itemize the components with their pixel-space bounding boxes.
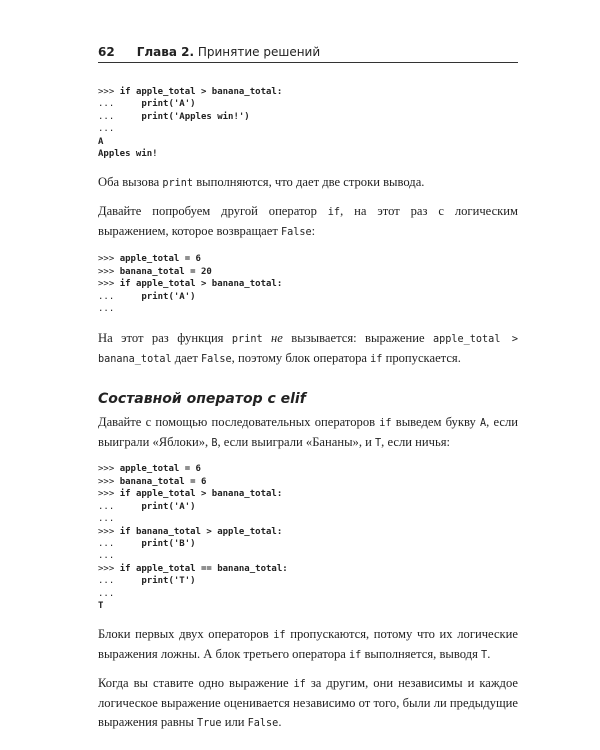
text: На этот раз функция: [98, 331, 232, 346]
code-line: [98, 136, 518, 148]
text: выполняется, выводя: [361, 647, 482, 662]
text: , если выиграли «Яблоки»,: [98, 415, 518, 450]
text: .: [278, 715, 282, 730]
text: Давайте с помощью последовательных операторов: [98, 415, 380, 430]
inline-code: False: [280, 227, 312, 239]
code-text: if apple_total == banana_total:: [119, 563, 288, 574]
page-number: 62: [98, 45, 115, 59]
code-prompt: >>>: [98, 526, 120, 537]
paragraph-blocks-skipped: [98, 625, 518, 665]
code-prompt: ...: [98, 304, 115, 315]
chapter-label: Глава 2.: [136, 45, 195, 59]
code-prompt: >>>: [98, 87, 120, 97]
code-text: print('B'): [141, 538, 196, 549]
code-text: if apple_total > banana_total:: [119, 489, 283, 500]
code-prompt: >>>: [98, 489, 120, 500]
code-block-apples-win: [98, 86, 518, 160]
italic-text: не: [262, 331, 283, 346]
code-line: [98, 291, 518, 303]
code-prompt: ...: [98, 291, 142, 302]
code-prompt: >>>: [98, 476, 120, 487]
chapter-title: Принятие решений: [197, 45, 321, 59]
running-header: [98, 45, 518, 63]
code-line: [98, 98, 518, 110]
code-prompt: >>>: [98, 464, 120, 475]
text: Блоки первых двух операторов: [98, 627, 274, 642]
code-prompt: ...: [98, 501, 142, 512]
text: вызывается: выражение: [282, 331, 433, 346]
code-prompt: >>>: [98, 279, 120, 290]
inline-code: if: [370, 354, 383, 366]
code-text: if banana_total > apple_total:: [119, 526, 283, 537]
inline-code: apple_total > banana_total: [98, 334, 518, 366]
paragraph-print-both: [98, 173, 518, 193]
code-prompt: ...: [98, 99, 142, 110]
text: Когда вы ставите одно выражение: [98, 676, 294, 691]
code-line: [98, 538, 518, 550]
code-line: [98, 111, 518, 123]
text: дает: [171, 351, 201, 366]
inline-code: if: [293, 679, 306, 691]
paragraph-sequential-if: [98, 413, 518, 453]
inline-code: if: [379, 418, 392, 430]
inline-code: T: [375, 438, 382, 450]
code-text: print('A'): [141, 99, 196, 110]
code-text: T: [98, 600, 104, 611]
code-text: if apple_total > banana_total:: [119, 279, 283, 290]
code-line: [98, 253, 518, 265]
code-text: apple_total = 6: [119, 464, 201, 475]
paragraph-try-false: [98, 202, 518, 242]
code-text: banana_total = 20: [119, 266, 212, 277]
code-text: print('A'): [141, 291, 196, 302]
code-text: print('Apples win!'): [141, 111, 250, 122]
code-line: [98, 266, 518, 278]
code-text: banana_total = 6: [119, 476, 207, 487]
code-line: [98, 513, 518, 525]
page-content: [98, 86, 518, 733]
code-line: [98, 600, 518, 612]
code-prompt: ...: [98, 514, 115, 525]
text: выведем букву: [391, 415, 480, 430]
code-prompt: >>>: [98, 254, 120, 265]
text: :: [311, 224, 316, 239]
code-line: [98, 148, 518, 160]
inline-code: print: [162, 178, 194, 190]
inline-code: T: [481, 650, 488, 662]
code-prompt: >>>: [98, 563, 120, 574]
inline-code: if: [273, 630, 286, 642]
code-line: [98, 501, 518, 513]
text: , если выиграли «Бананы», и: [217, 435, 376, 450]
text: , на этот раз с логическим выражением, которое возвращает: [98, 204, 518, 239]
code-text: apple_total = 6: [119, 254, 201, 265]
code-text: print('A'): [141, 501, 196, 512]
code-line: [98, 575, 518, 587]
inline-code: True: [197, 718, 222, 730]
code-line: [98, 526, 518, 538]
text: пропускаются, потому что их логические выражения ложны. А блок третьего оператора: [98, 627, 518, 662]
code-text: if apple_total > banana_total:: [119, 87, 283, 97]
inline-code: if: [327, 207, 341, 219]
text: пропускается.: [382, 351, 461, 366]
code-line: [98, 588, 518, 600]
inline-code: A: [479, 418, 487, 430]
code-prompt: ...: [98, 111, 142, 122]
code-prompt: ...: [98, 551, 115, 562]
code-prompt: ...: [98, 588, 115, 599]
code-line: [98, 86, 518, 98]
code-line: [98, 303, 518, 315]
inline-code: if: [349, 650, 362, 662]
text: или: [221, 715, 248, 730]
inline-code: print: [231, 334, 263, 346]
code-text: print('T'): [141, 576, 196, 587]
text: , поэтому блок оператора: [231, 351, 371, 366]
code-prompt: ...: [98, 576, 142, 587]
code-line: [98, 463, 518, 475]
inline-code: False: [201, 354, 232, 366]
text: , если ничья:: [381, 435, 450, 450]
code-text: Apples win!: [98, 149, 158, 160]
section-heading: Составной оператор с elif: [98, 391, 306, 408]
text: Давайте попробуем другой оператор: [98, 204, 328, 219]
text: за другим, они независимы и каждое логическое выражение оценивается независимо от того, были ли предыдущие выражения равны: [98, 676, 518, 730]
code-line: [98, 123, 518, 135]
code-block-elif-example: [98, 463, 518, 612]
code-text: A: [98, 136, 104, 147]
code-line: [98, 278, 518, 290]
code-line: [98, 563, 518, 575]
text: .: [487, 647, 491, 662]
text: выполняются, что дает две строки вывода.: [193, 175, 425, 190]
code-block-false-condition: [98, 253, 518, 315]
paragraph-not-called: [98, 329, 518, 369]
code-line: [98, 476, 518, 488]
text: Оба вызова: [98, 175, 163, 190]
inline-code: False: [247, 718, 279, 730]
code-line: [98, 550, 518, 562]
code-prompt: ...: [98, 124, 115, 135]
code-prompt: >>>: [98, 266, 120, 277]
code-line: [98, 488, 518, 500]
code-prompt: ...: [98, 538, 142, 549]
paragraph-independent-if: [98, 674, 518, 733]
inline-code: B: [211, 438, 218, 450]
